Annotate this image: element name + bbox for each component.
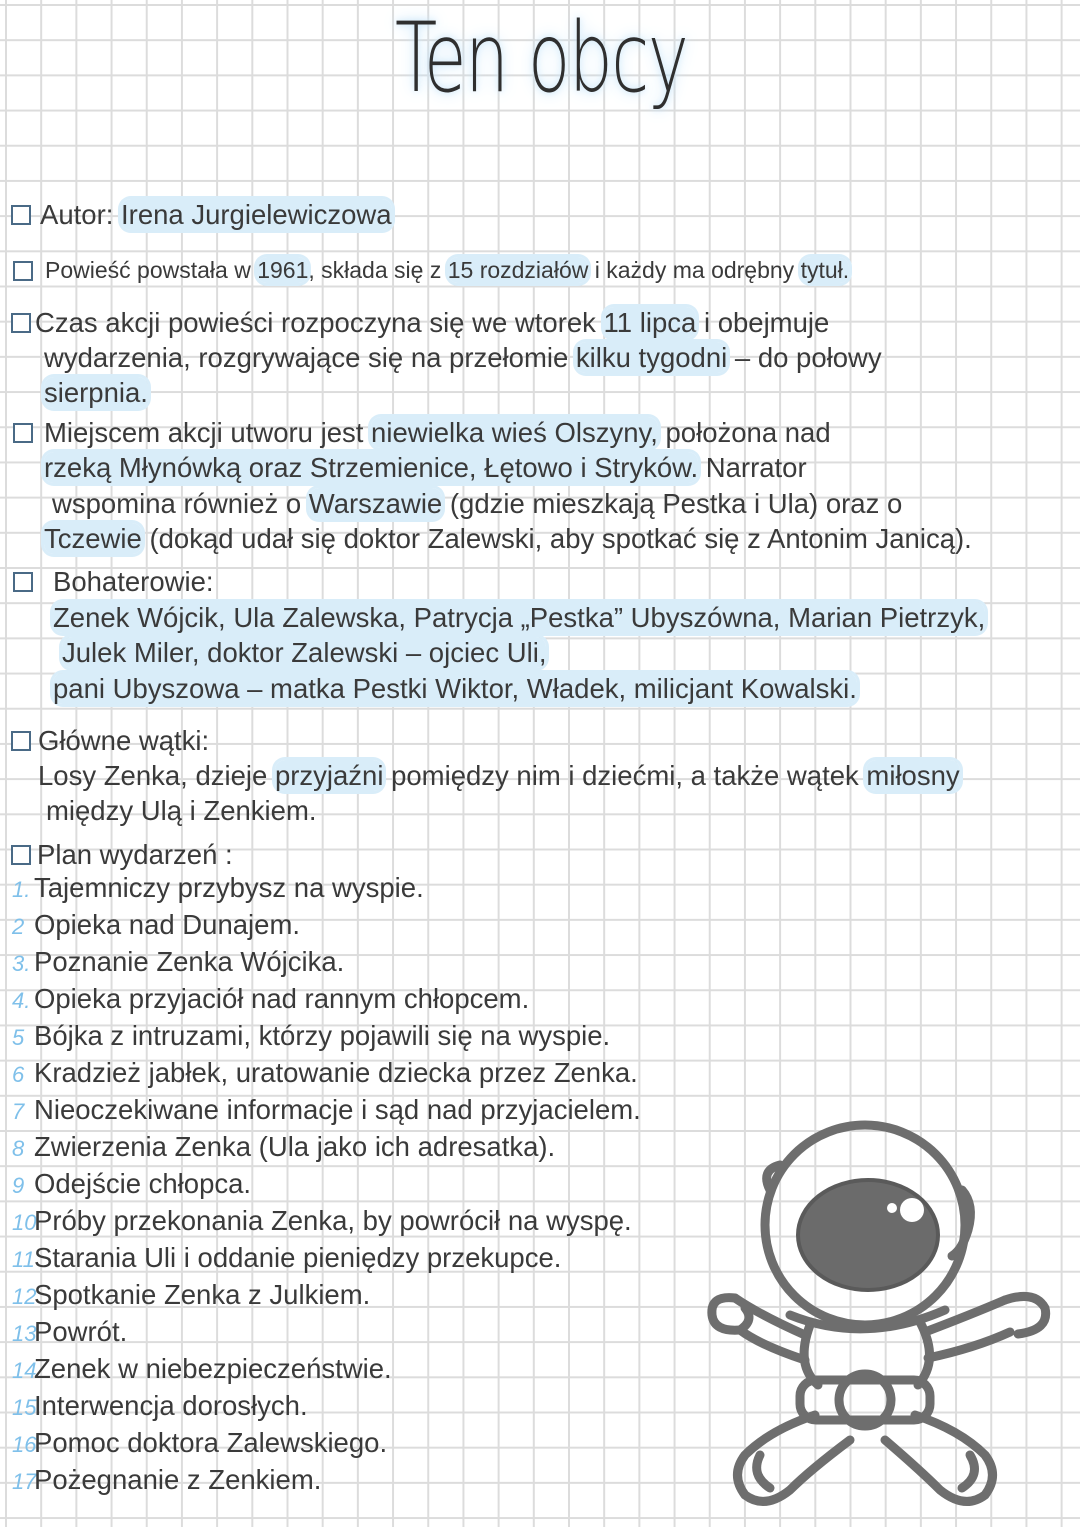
place-text-3: Narrator: [705, 452, 807, 483]
plan-item: [12, 1314, 641, 1351]
info-line: [45, 253, 849, 288]
threads-line-1: [38, 758, 960, 793]
time-line-2: [44, 340, 882, 375]
time-line-3: [44, 375, 148, 410]
info-text-1: Powieść powstała w: [45, 257, 251, 283]
time-text-2: i obejmuje: [703, 307, 830, 338]
plan-item: [12, 1203, 641, 1240]
time-text-1: Czas akcji powieści rozpoczyna się we wtorek: [35, 307, 596, 338]
plan-label: Plan wydarzeń :: [37, 839, 233, 870]
plan-item-number: 2: [12, 914, 25, 939]
plan-item-text: Opieka nad Dunajem.: [34, 909, 300, 940]
place-village: niewielka wieś Olszyny,: [371, 417, 658, 448]
plan-item: [12, 944, 641, 981]
place-line-4: [44, 521, 972, 556]
plan-item-number: 12: [12, 1284, 37, 1309]
info-year: 1961: [257, 257, 309, 283]
plan-item-text: Opieka przyjaciół nad rannym chłopcem.: [34, 983, 530, 1014]
characters-line-3: [53, 671, 857, 706]
plan-checkbox[interactable]: [11, 845, 31, 865]
page-title: Ten obcy: [395, 2, 688, 114]
plan-item-number: 6: [12, 1062, 25, 1087]
plan-item-number: 5: [12, 1025, 25, 1050]
time-weeks: kilku tygodni: [575, 342, 728, 373]
threads-line-2: między Ulą i Zenkiem.: [46, 795, 317, 826]
plan-item: [12, 1240, 641, 1277]
plan-item-number: 1.: [12, 877, 31, 902]
plan-item-number: 17: [12, 1469, 37, 1494]
place-text-1: Miejscem akcji utworu jest: [44, 417, 364, 448]
plan-item: [12, 870, 641, 907]
plan-item-text: Kradzież jabłek, uratowanie dziecka przez Zenka.: [34, 1057, 638, 1088]
time-text-5: sierpnia.: [44, 377, 148, 408]
plan-item: [12, 981, 641, 1018]
place-warsaw: Warszawie: [308, 488, 443, 519]
plan-item-number: 3.: [12, 951, 31, 976]
info-checkbox[interactable]: [13, 261, 33, 281]
time-text-4: – do połowy: [734, 342, 882, 373]
plan-item-number: 13: [12, 1321, 37, 1346]
plan-item-number: 9: [12, 1173, 25, 1198]
plan-item-text: Poznanie Zenka Wójcika.: [34, 946, 345, 977]
plan-item-text: Interwencja dorosłych.: [34, 1390, 308, 1421]
plan-item-text: Zwierzenia Zenka (Ula jako ich adresatka).: [34, 1131, 556, 1162]
plan-item: [12, 1425, 641, 1462]
author-label: Autor:: [40, 199, 114, 230]
astronaut-illustration: [700, 1110, 1060, 1510]
plan-item-number: 8: [12, 1136, 25, 1161]
place-line-1: [44, 415, 831, 450]
plan-item-text: Spotkanie Zenka z Julkiem.: [34, 1279, 371, 1310]
plan-item: [12, 1462, 641, 1499]
place-text-2: położona nad: [665, 417, 831, 448]
plan-item-text: Bójka z intruzami, którzy pojawili się na wyspie.: [34, 1020, 611, 1051]
place-tczew: Tczewie: [44, 523, 142, 554]
plan-item: [12, 1092, 641, 1129]
plan-item: [12, 1351, 641, 1388]
place-text-5: (gdzie mieszkają Pestka i Ula) oraz o: [449, 488, 903, 519]
author-line: [40, 197, 392, 232]
plan-item-number: 14: [12, 1358, 37, 1383]
plan-item-text: Nieoczekiwane informacje i sąd nad przyjacielem.: [34, 1094, 641, 1125]
plan-item: [12, 1129, 641, 1166]
plan-item-number: 4.: [12, 988, 31, 1013]
time-checkbox[interactable]: [11, 313, 31, 333]
characters-line-2: [62, 635, 546, 670]
place-checkbox[interactable]: [13, 423, 33, 443]
characters-text-1: Zenek Wójcik, Ula Zalewska, Patrycja „Pestka” Ubyszówna, Marian Pietrzyk,: [53, 602, 986, 633]
threads-love: miłosny: [866, 760, 960, 791]
author-checkbox[interactable]: [11, 205, 31, 225]
place-line-2: [44, 450, 807, 485]
time-text-3: wydarzenia, rozgrywające się na przełomie: [44, 342, 569, 373]
characters-checkbox[interactable]: [13, 572, 33, 592]
place-text-6: (dokąd udał się doktor Zalewski, aby spotkać się z Antonim Janicą).: [149, 523, 972, 554]
threads-checkbox[interactable]: [11, 731, 31, 751]
plan-item-number: 7: [12, 1099, 25, 1124]
info-text-2: , składa się z: [308, 257, 442, 283]
plan-item-text: Próby przekonania Zenka, by powrócił na wyspę.: [34, 1205, 632, 1236]
plan-item-text: Starania Uli i oddanie pieniędzy przekupce.: [34, 1242, 562, 1273]
characters-label: Bohaterowie:: [53, 566, 214, 597]
plan-item: [12, 1277, 641, 1314]
threads-text-2: pomiędzy nim i dziećmi, a także wątek: [391, 760, 859, 791]
time-line-1: [35, 305, 829, 340]
place-line-3: [52, 486, 902, 521]
plan-item-number: 16: [12, 1432, 37, 1457]
plan-item-text: Odejście chłopca.: [34, 1168, 252, 1199]
place-rivers: rzeką Młynówką oraz Strzemienice, Łętowo i Stryków.: [44, 452, 699, 483]
plan-item-number: 11: [12, 1247, 35, 1272]
characters-text-3: pani Ubyszowa – matka Pestki Wiktor, Władek, milicjant Kowalski.: [53, 673, 857, 704]
plan-item: [12, 1166, 641, 1203]
plan-item-text: Zenek w niebezpieczeństwie.: [34, 1353, 392, 1384]
threads-text-1: Losy Zenka, dzieje: [38, 760, 268, 791]
place-text-4: wspomina również o: [52, 488, 302, 519]
plan-item: [12, 1388, 641, 1425]
plan-item-text: Powrót.: [34, 1316, 128, 1347]
plan-list: [12, 870, 641, 1499]
info-text-3: i każdy ma odrębny: [594, 257, 795, 283]
plan-item-number: 10: [12, 1210, 37, 1235]
plan-item-text: Tajemniczy przybysz na wyspie.: [34, 872, 424, 903]
characters-line-1: [53, 600, 985, 635]
plan-item: [12, 907, 641, 944]
plan-item: [12, 1018, 641, 1055]
plan-item-text: Pożegnanie z Zenkiem.: [34, 1464, 322, 1495]
plan-item: [12, 1055, 641, 1092]
threads-label: Główne wątki:: [38, 725, 210, 756]
plan-item-number: 15: [12, 1395, 37, 1420]
info-text-4: tytuł.: [800, 257, 850, 283]
threads-friendship: przyjaźni: [274, 760, 384, 791]
plan-item-text: Pomoc doktora Zalewskiego.: [34, 1427, 388, 1458]
author-name: Irena Jurgielewiczowa: [121, 199, 392, 230]
time-date: 11 lipca: [603, 307, 697, 338]
characters-text-2: Julek Miler, doktor Zalewski – ojciec Uli,: [62, 637, 547, 668]
info-chapters: 15 rozdziałów: [447, 257, 589, 283]
